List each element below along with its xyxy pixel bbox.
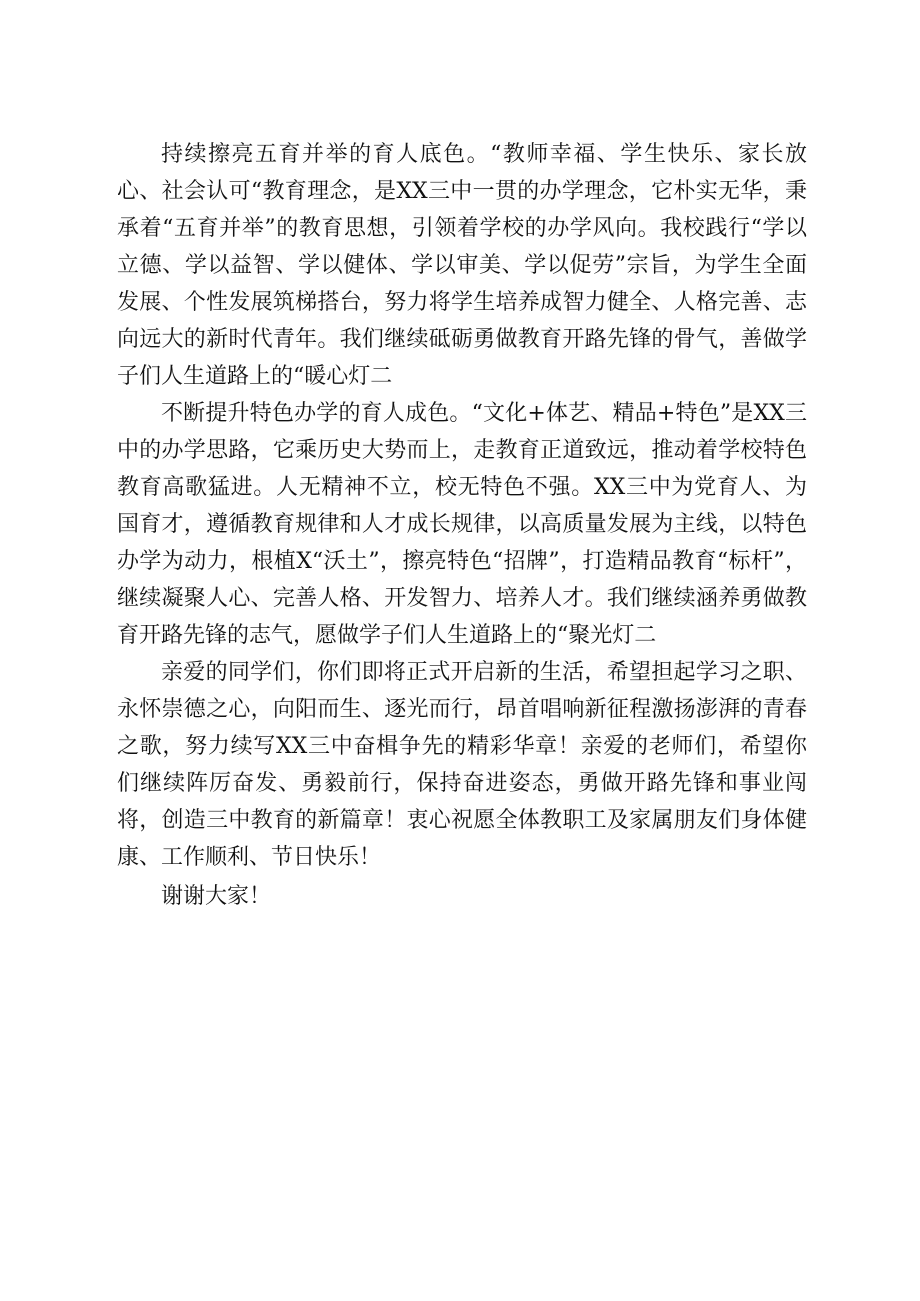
paragraph-five-education: 持续擦亮五育并举的育人底色。“教师幸福、学生快乐、家长放心、社会认可“教育理念，是XX三中一贯的办学理念，它朴实无华，秉承着“五育并举”的教育思想，引领着学校的办学风向。我校践行“学以立德、学以益智、学以健体、学以审美、学以促劳”宗旨，为学生全面发展、个性发展筑梯搭台，努力将学生培养成智力健全、人格完善、志向远大的新时代青年。我们继续砥砺勇做教育开路先锋的骨气，善做学子们人生道路上的“暖心灯二	[117, 142, 807, 389]
paragraph-featured-schooling: 不断提升特色办学的育人成色。“文化+体艺、精品+特色”是XX三中的办学思路，它乘历史大势而上，走教育正道致远，推动着学校特色教育高歌猛进。人无精神不立，校无特色不强。XX三中为党育人、为国育才，遵循教育规律和人才成长规律，以高质量发展为主线，以特色办学为动力，根植X“沃土”，擦亮特色“招牌”，打造精品教育“标杆”，继续凝聚人心、完善人格、开发智力、培养人才。我们继续涵养勇做教育开路先锋的志气，愿做学子们人生道路上的“聚光灯二	[117, 401, 807, 648]
document-body	[117, 136, 807, 915]
closing-thanks: 谢谢大家！	[161, 884, 272, 909]
paragraph-address-students-teachers: 亲爱的同学们，你们即将正式开启新的生活，希望担起学习之职、永怀崇德之心，向阳而生、逐光而行，昂首唱响新征程激扬澎湃的青春之歌，努力续写XX三中奋楫争先的精彩华章！亲爱的老师们，希望你们继续阵厉奋发、勇毅前行，保持奋进姿态，勇做开路先锋和事业闯将，创造三中教育的新篇章！衷心祝愿全体教职工及家属朋友们身体健康、工作顺利、节日快乐！	[117, 660, 807, 870]
